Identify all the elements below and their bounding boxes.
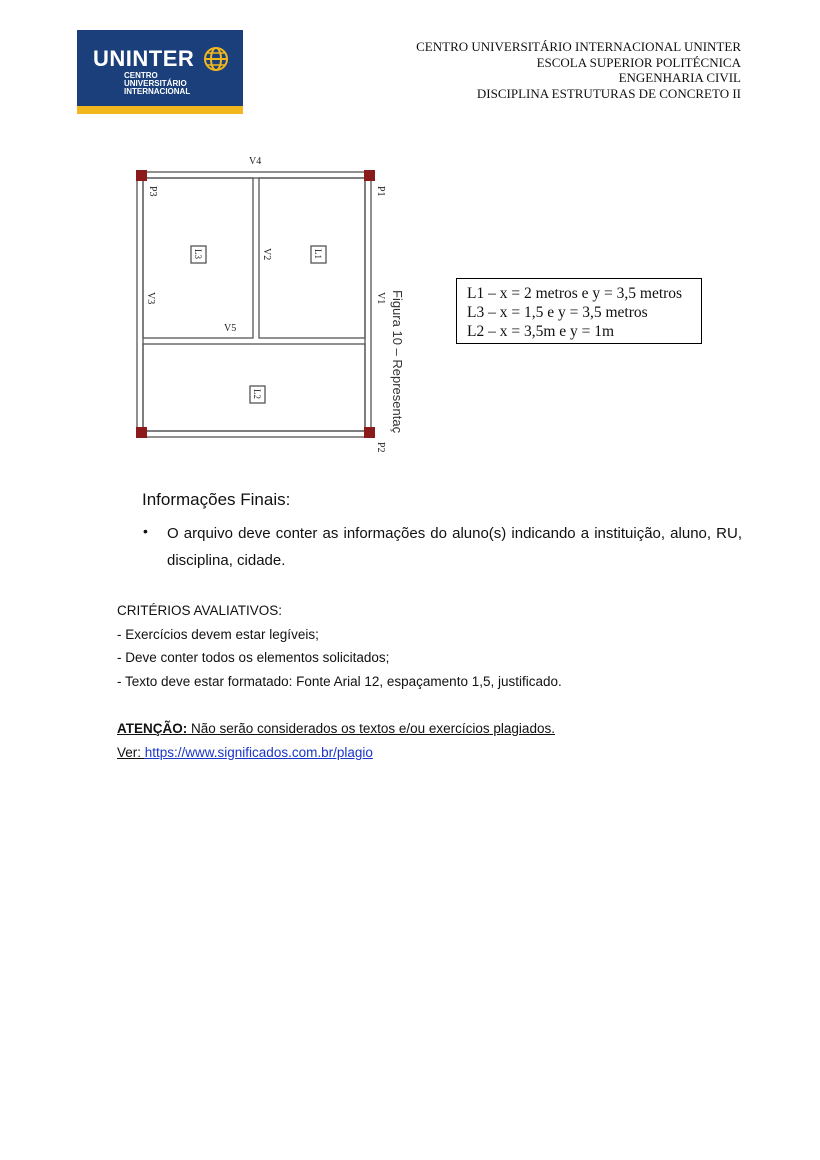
pillar-p2 — [364, 427, 375, 438]
dimension-line: L2 – x = 3,5m e y = 1m — [467, 323, 615, 340]
pillar-p3-label: P3 — [147, 186, 158, 197]
header-line: ENGENHARIA CIVIL — [618, 70, 741, 85]
final-info-title: Informações Finais: — [142, 490, 291, 509]
beam-v1-label: V1 — [375, 292, 386, 305]
attention-notice — [117, 717, 555, 764]
slab-l1-outline — [259, 178, 365, 338]
structural-plan-figure — [128, 150, 418, 462]
pillar-p1 — [364, 170, 375, 181]
beam-v3-label: V3 — [145, 292, 156, 305]
pillar-p3 — [136, 170, 147, 181]
attention-label: ATENÇÃO: — [117, 721, 188, 736]
beam-v2-label: V2 — [261, 248, 272, 261]
see-label: Ver: — [117, 744, 145, 760]
attention-text: Não serão considerados os textos e/ou exercícios plagiados. — [187, 721, 555, 736]
dimension-line: L3 – x = 1,5 e y = 3,5 metros — [467, 304, 648, 321]
logo-brand: UNINTER — [93, 46, 195, 71]
final-info-text: O arquivo deve conter as informações do aluno(s) indicando a instituição, aluno, RU, disciplina, cidade. — [167, 525, 742, 569]
pillar-p2-label: P2 — [375, 442, 386, 453]
document-header — [416, 39, 741, 101]
logo-subtitle: CENTRO UNIVERSITÁRIO INTERNACIONAL — [124, 71, 191, 96]
see-line — [117, 741, 555, 765]
plagiarism-link[interactable]: https://www.significados.com.br/plagio — [144, 744, 373, 760]
pillar-corner-bl — [136, 427, 147, 438]
criteria-item: - Texto deve estar formatado: Fonte Arial 12, espaçamento 1,5, justificado. — [117, 673, 562, 689]
evaluation-criteria — [117, 599, 562, 693]
criteria-item: - Deve conter todos os elementos solicitados; — [117, 650, 390, 665]
logo-accent-bar — [77, 106, 243, 114]
slab-l3-label: L3 — [193, 249, 203, 259]
attention-line — [117, 717, 555, 741]
header-line: ESCOLA SUPERIOR POLITÉCNICA — [536, 54, 741, 70]
slab-l2-outline — [143, 344, 365, 431]
criteria-item: - Exercícios devem estar legíveis; — [117, 626, 319, 642]
header-line: DISCIPLINA ESTRUTURAS DE CONCRETO II — [476, 85, 741, 101]
beam-v5-label: V5 — [224, 323, 237, 334]
slab-l2-label: L2 — [252, 389, 262, 399]
figure-caption-fragment: Figura 10 – Representaç — [390, 290, 405, 434]
pillar-p1-label: P1 — [375, 186, 386, 197]
dimension-line: L1 – x = 2 metros e y = 3,5 metros — [467, 285, 683, 302]
slab-dimensions-box — [456, 278, 702, 344]
slab-l1-label: L1 — [313, 249, 323, 259]
header-line: CENTRO UNIVERSITÁRIO INTERNACIONAL UNINTER — [416, 39, 741, 54]
beam-v4-label: V4 — [249, 156, 262, 167]
bullet-icon: • — [143, 523, 148, 539]
uninter-logo — [77, 30, 243, 114]
criteria-title: CRITÉRIOS AVALIATIVOS: — [117, 603, 283, 618]
globe-icon — [201, 44, 231, 74]
